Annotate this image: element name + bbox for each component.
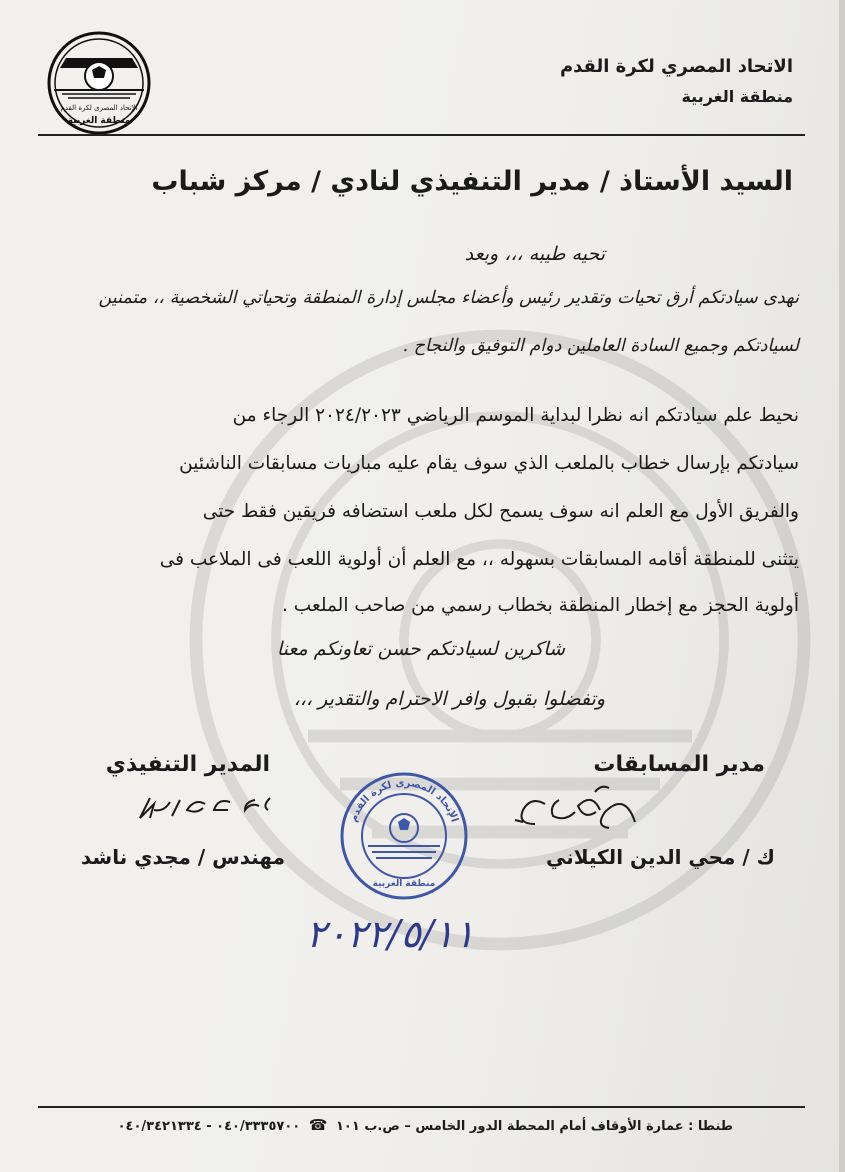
- svg-text:الإتحاد المصرى لكرة القدم: [348, 778, 460, 824]
- org-name: الاتحاد المصري لكرة القدم: [559, 56, 793, 77]
- logo-text-2: منطقة الغربية: [67, 116, 131, 126]
- competitions-title: مدير المسابقات: [593, 752, 765, 777]
- footer-contact: [118, 1116, 733, 1134]
- body-line-3: والفريق الأول مع العلم انه سوف يسمح لكل ملعب استضافه فريقين فقط حتى: [202, 501, 799, 522]
- header-divider: [38, 134, 805, 136]
- body-line-2: سيادتكم بإرسال خطاب بالملعب الذي سوف يقام عليه مباريات مسابقات الناشئين: [179, 453, 799, 474]
- greeting: تحيه طيبه ،،، وبعد: [464, 243, 605, 265]
- executive-name: مهندس / مجدي ناشد: [80, 845, 285, 869]
- intro-line-2: لسيادتكم وجميع السادة العاملين دوام التوفيق والنجاح .: [402, 336, 799, 356]
- logo-text-1: الإتحاد المصرى لكرة القدم: [60, 104, 138, 112]
- closing-line: وتفضلوا بقبول وافر الاحترام والتقدير ،،،: [293, 688, 605, 710]
- competitions-name: ك / محي الدين الكيلاني: [545, 845, 775, 869]
- intro-line-1: نهدى سيادتكم أرق تحيات وتقدير رئيس وأعضاء مجلس إدارة المنطقة وتحياتي الشخصية ،، متمنين: [98, 288, 799, 308]
- footer-address: طنطا : عمارة الأوقاف أمام المحطة الدور الخامس – ص.ب ١٠١: [335, 1119, 733, 1134]
- stamp-ring-text: الإتحاد المصرى لكرة القدم: [348, 777, 460, 824]
- body-line-5: أولوية الحجز مع إخطار المنطقة بخطاب رسمي من صاحب الملعب .: [282, 595, 799, 616]
- executive-signature: [110, 788, 280, 828]
- body-line-4: يتثنى للمنطقة أقامه المسابقات بسهوله ،، مع العلم أن أولوية اللعب فى الملاعب فى: [159, 549, 799, 570]
- competitions-signature: [505, 782, 655, 838]
- federation-logo: [40, 28, 158, 138]
- stamp-bottom-text: منطقة الغربية: [372, 879, 436, 889]
- footer-divider: [38, 1106, 805, 1108]
- addressee: السيد الأستاذ / مدير التنفيذي لنادي / مركز شباب: [151, 166, 793, 197]
- official-stamp: [338, 770, 470, 902]
- letterhead: [560, 52, 793, 112]
- region-name: منطقة الغربية: [681, 87, 793, 106]
- thanks-line: شاكرين لسيادتكم حسن تعاونكم معنا: [276, 638, 565, 660]
- body-line-1: نحيط علم سيادتكم انه نظرا لبداية الموسم الرياضي ٢٠٢٤/٢٠٢٣ الرجاء من: [232, 405, 799, 426]
- handwritten-date: ٢٠٢٢/٥/١١: [306, 912, 475, 956]
- executive-title: المدير التنفيذي: [105, 752, 270, 777]
- page-edge-shadow: [839, 0, 845, 1172]
- footer-phones: ٠٤٠/٣٣٣٥٧٠٠ - ٠٤٠/٣٤٢١٣٣٤: [117, 1119, 301, 1134]
- telephone-icon: ☎: [308, 1116, 328, 1134]
